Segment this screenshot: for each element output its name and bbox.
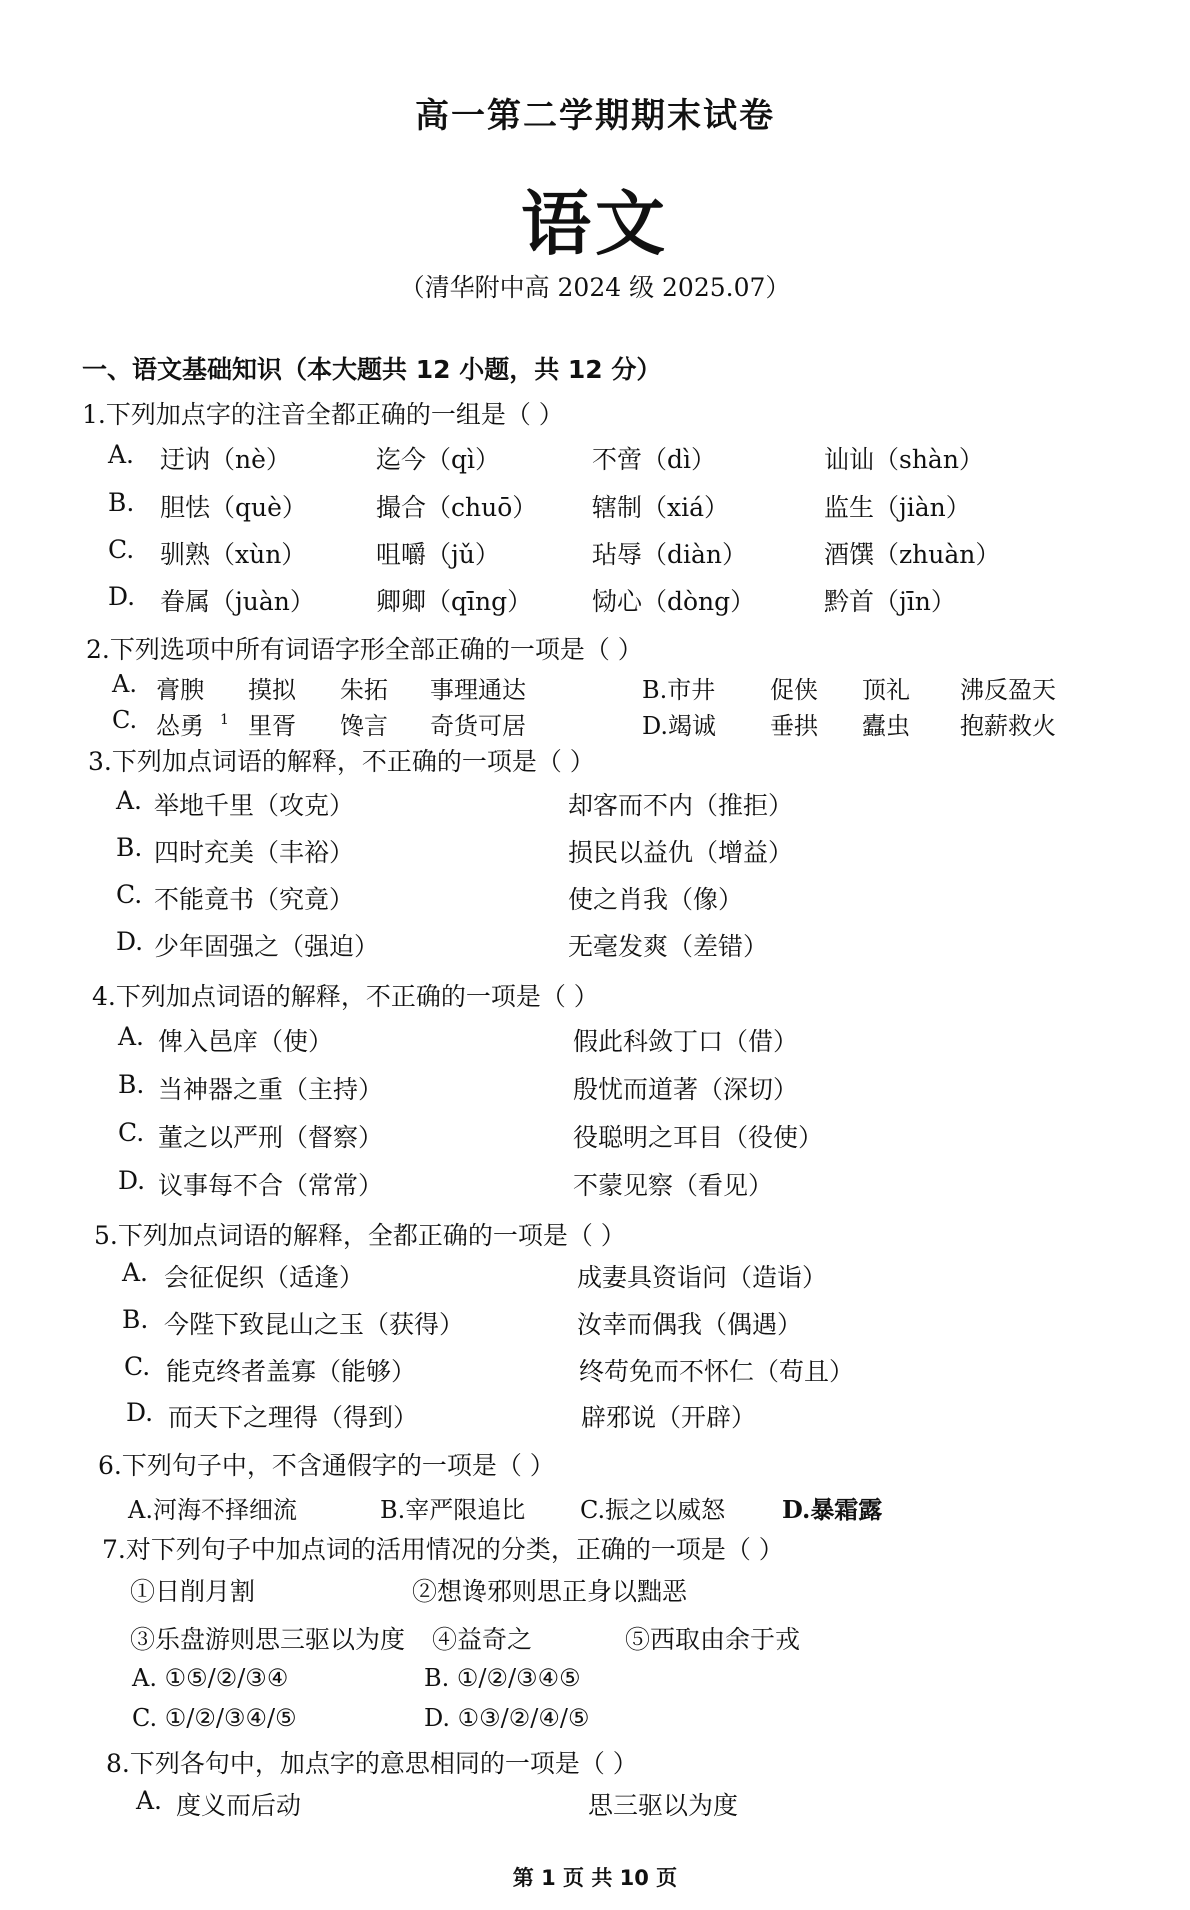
- option-item: 俾入邑庠（使）: [158, 1027, 334, 1056]
- option-item: 成妻具资诣问（造诣）: [577, 1263, 828, 1292]
- option-item: 辖制（xiá）: [592, 493, 729, 522]
- option-letter: C.: [112, 706, 138, 734]
- option-item: 思三驱以为度: [588, 1791, 739, 1820]
- question-8-stem: 8.下列各句中，加点字的意思相同的一项是（ ）: [106, 1749, 638, 1778]
- option-item: 驯熟（xùn）: [160, 540, 307, 569]
- option-letter: B.: [122, 1305, 149, 1334]
- option-item: 玷辱（diàn）: [592, 540, 748, 569]
- option-item: D. ①③/②/④/⑤: [424, 1704, 590, 1732]
- option-word: D.竭诚: [642, 712, 717, 740]
- option-item: 能克终者盖寡（能够）: [166, 1357, 417, 1386]
- option-item: 终苟免而不怀仁（苟且）: [579, 1357, 855, 1386]
- stray-mark: 1: [220, 712, 229, 728]
- option-item: 少年固强之（强迫）: [154, 932, 380, 961]
- option-item: 会征促织（适逢）: [164, 1263, 365, 1292]
- option-item: 不啻（dì）: [592, 445, 716, 474]
- option-letter: B.: [108, 488, 135, 517]
- option-letter: A.: [136, 1786, 163, 1815]
- question-2-stem: 2.下列选项中所有词语字形全部正确的一项是（ ）: [86, 635, 643, 664]
- option-word: 怂勇: [156, 712, 204, 740]
- option-item: A.河海不择细流: [128, 1496, 297, 1524]
- option-word: 里胥: [248, 712, 296, 740]
- subject-title: 语文: [521, 183, 669, 265]
- exam-title: 高一第二学期期末试卷: [415, 96, 775, 136]
- option-item: A. ①⑤/②/③④: [132, 1664, 289, 1692]
- option-item: 黔首（jīn）: [824, 587, 956, 616]
- option-item: 酒馔（zhuàn）: [824, 540, 1001, 569]
- option-item: 而天下之理得（得到）: [168, 1403, 419, 1432]
- option-item: 恸心（dòng）: [592, 587, 756, 616]
- question-3-stem: 3.下列加点词语的解释，不正确的一项是（ ）: [88, 747, 595, 776]
- option-item: 不能竟书（究竟）: [154, 885, 355, 914]
- option-word: 顶礼: [862, 676, 910, 704]
- option-item: 使之肖我（像）: [568, 885, 744, 914]
- option-item: 讪讪（shàn）: [824, 445, 984, 474]
- question-5-stem: 5.下列加点词语的解释，全都正确的一项是（ ）: [94, 1221, 626, 1250]
- option-item: 假此科敛丁口（借）: [573, 1027, 799, 1056]
- option-word: 抱薪救火: [960, 712, 1056, 740]
- option-letter: C.: [118, 1118, 145, 1147]
- question-4-stem: 4.下列加点词语的解释，不正确的一项是（ ）: [92, 982, 599, 1011]
- option-item: D.暴霜露: [782, 1495, 883, 1524]
- option-word: 垂拱: [770, 712, 818, 740]
- option-item: 却客而不内（推拒）: [568, 791, 794, 820]
- option-letter: C.: [124, 1352, 151, 1381]
- sentence-item: ①日削月割: [130, 1577, 256, 1606]
- option-item: 今陛下致昆山之玉（获得）: [164, 1310, 465, 1339]
- option-item: 董之以严刑（督察）: [158, 1123, 384, 1152]
- option-letter: A.: [122, 1258, 149, 1287]
- option-letter: A.: [116, 786, 143, 815]
- sentence-item: ④益奇之: [432, 1625, 533, 1654]
- option-letter: A.: [108, 440, 135, 469]
- option-word: 促侠: [770, 676, 818, 704]
- option-item: 撮合（chuō）: [376, 493, 538, 522]
- sentence-item: ⑤西取由余于戎: [625, 1625, 801, 1654]
- option-word: 馋言: [340, 712, 388, 740]
- option-item: 役聪明之耳目（役使）: [573, 1123, 824, 1152]
- option-word: 摸拟: [248, 676, 296, 704]
- option-item: 当神器之重（主持）: [158, 1075, 384, 1104]
- option-item: B. ①/②/③④⑤: [424, 1664, 581, 1692]
- question-6-stem: 6.下列句子中，不含通假字的一项是（ ）: [98, 1451, 555, 1480]
- option-word: 事理通达: [430, 676, 526, 704]
- option-item: 不蒙见察（看见）: [573, 1171, 774, 1200]
- option-item: 迂讷（nè）: [160, 445, 291, 474]
- option-letter: B.: [118, 1070, 145, 1099]
- option-item: B.宰严限追比: [380, 1496, 526, 1524]
- option-item: 咀嚼（jǔ）: [376, 540, 500, 569]
- option-item: 度义而后动: [176, 1791, 302, 1820]
- option-word: 奇货可居: [430, 712, 526, 740]
- option-item: 汝幸而偶我（偶遇）: [577, 1310, 803, 1339]
- option-item: 胆怯（què）: [160, 493, 307, 522]
- option-item: 卿卿（qīng）: [376, 587, 533, 616]
- option-letter: C.: [108, 535, 135, 564]
- option-word: 沸反盈天: [960, 676, 1056, 704]
- option-letter: D.: [118, 1166, 146, 1195]
- option-word: 膏腴: [156, 676, 204, 704]
- page-number: 第 1 页 共 10 页: [512, 1866, 678, 1890]
- option-letter: D.: [108, 582, 136, 611]
- option-word: 蠹虫: [862, 712, 910, 740]
- option-item: C. ①/②/③④/⑤: [132, 1704, 297, 1732]
- sentence-item: ②想谗邪则思正身以黜恶: [412, 1577, 688, 1606]
- option-letter: D.: [116, 927, 144, 956]
- option-letter: A.: [112, 670, 137, 698]
- option-item: 监生（jiàn）: [824, 493, 971, 522]
- option-item: C.振之以威怒: [580, 1496, 726, 1524]
- option-item: 议事每不合（常常）: [158, 1171, 384, 1200]
- section-heading: 一、语文基础知识（本大题共 12 小题，共 12 分）: [82, 355, 662, 384]
- option-word: B.市井: [642, 676, 716, 704]
- option-word: 朱拓: [340, 676, 388, 704]
- option-item: 损民以益仇（增益）: [568, 838, 794, 867]
- option-item: 眷属（juàn）: [160, 587, 315, 616]
- sentence-item: ③乐盘游则思三驱以为度: [130, 1625, 406, 1654]
- option-item: 无毫发爽（差错）: [568, 932, 769, 961]
- option-item: 殷忧而道著（深切）: [573, 1075, 799, 1104]
- option-item: 举地千里（攻克）: [154, 791, 355, 820]
- option-letter: A.: [118, 1022, 145, 1051]
- question-7-stem: 7.对下列句子中加点词的活用情况的分类，正确的一项是（ ）: [102, 1535, 784, 1564]
- option-item: 迄今（qì）: [376, 445, 500, 474]
- option-letter: B.: [116, 833, 143, 862]
- option-item: 四时充美（丰裕）: [154, 838, 355, 867]
- exam-info: （清华附中高 2024 级 2025.07）: [399, 273, 791, 302]
- option-item: 辟邪说（开辟）: [581, 1403, 757, 1432]
- option-letter: D.: [126, 1398, 154, 1427]
- question-1-stem: 1.下列加点字的注音全都正确的一组是（ ）: [82, 400, 564, 429]
- option-letter: C.: [116, 880, 143, 909]
